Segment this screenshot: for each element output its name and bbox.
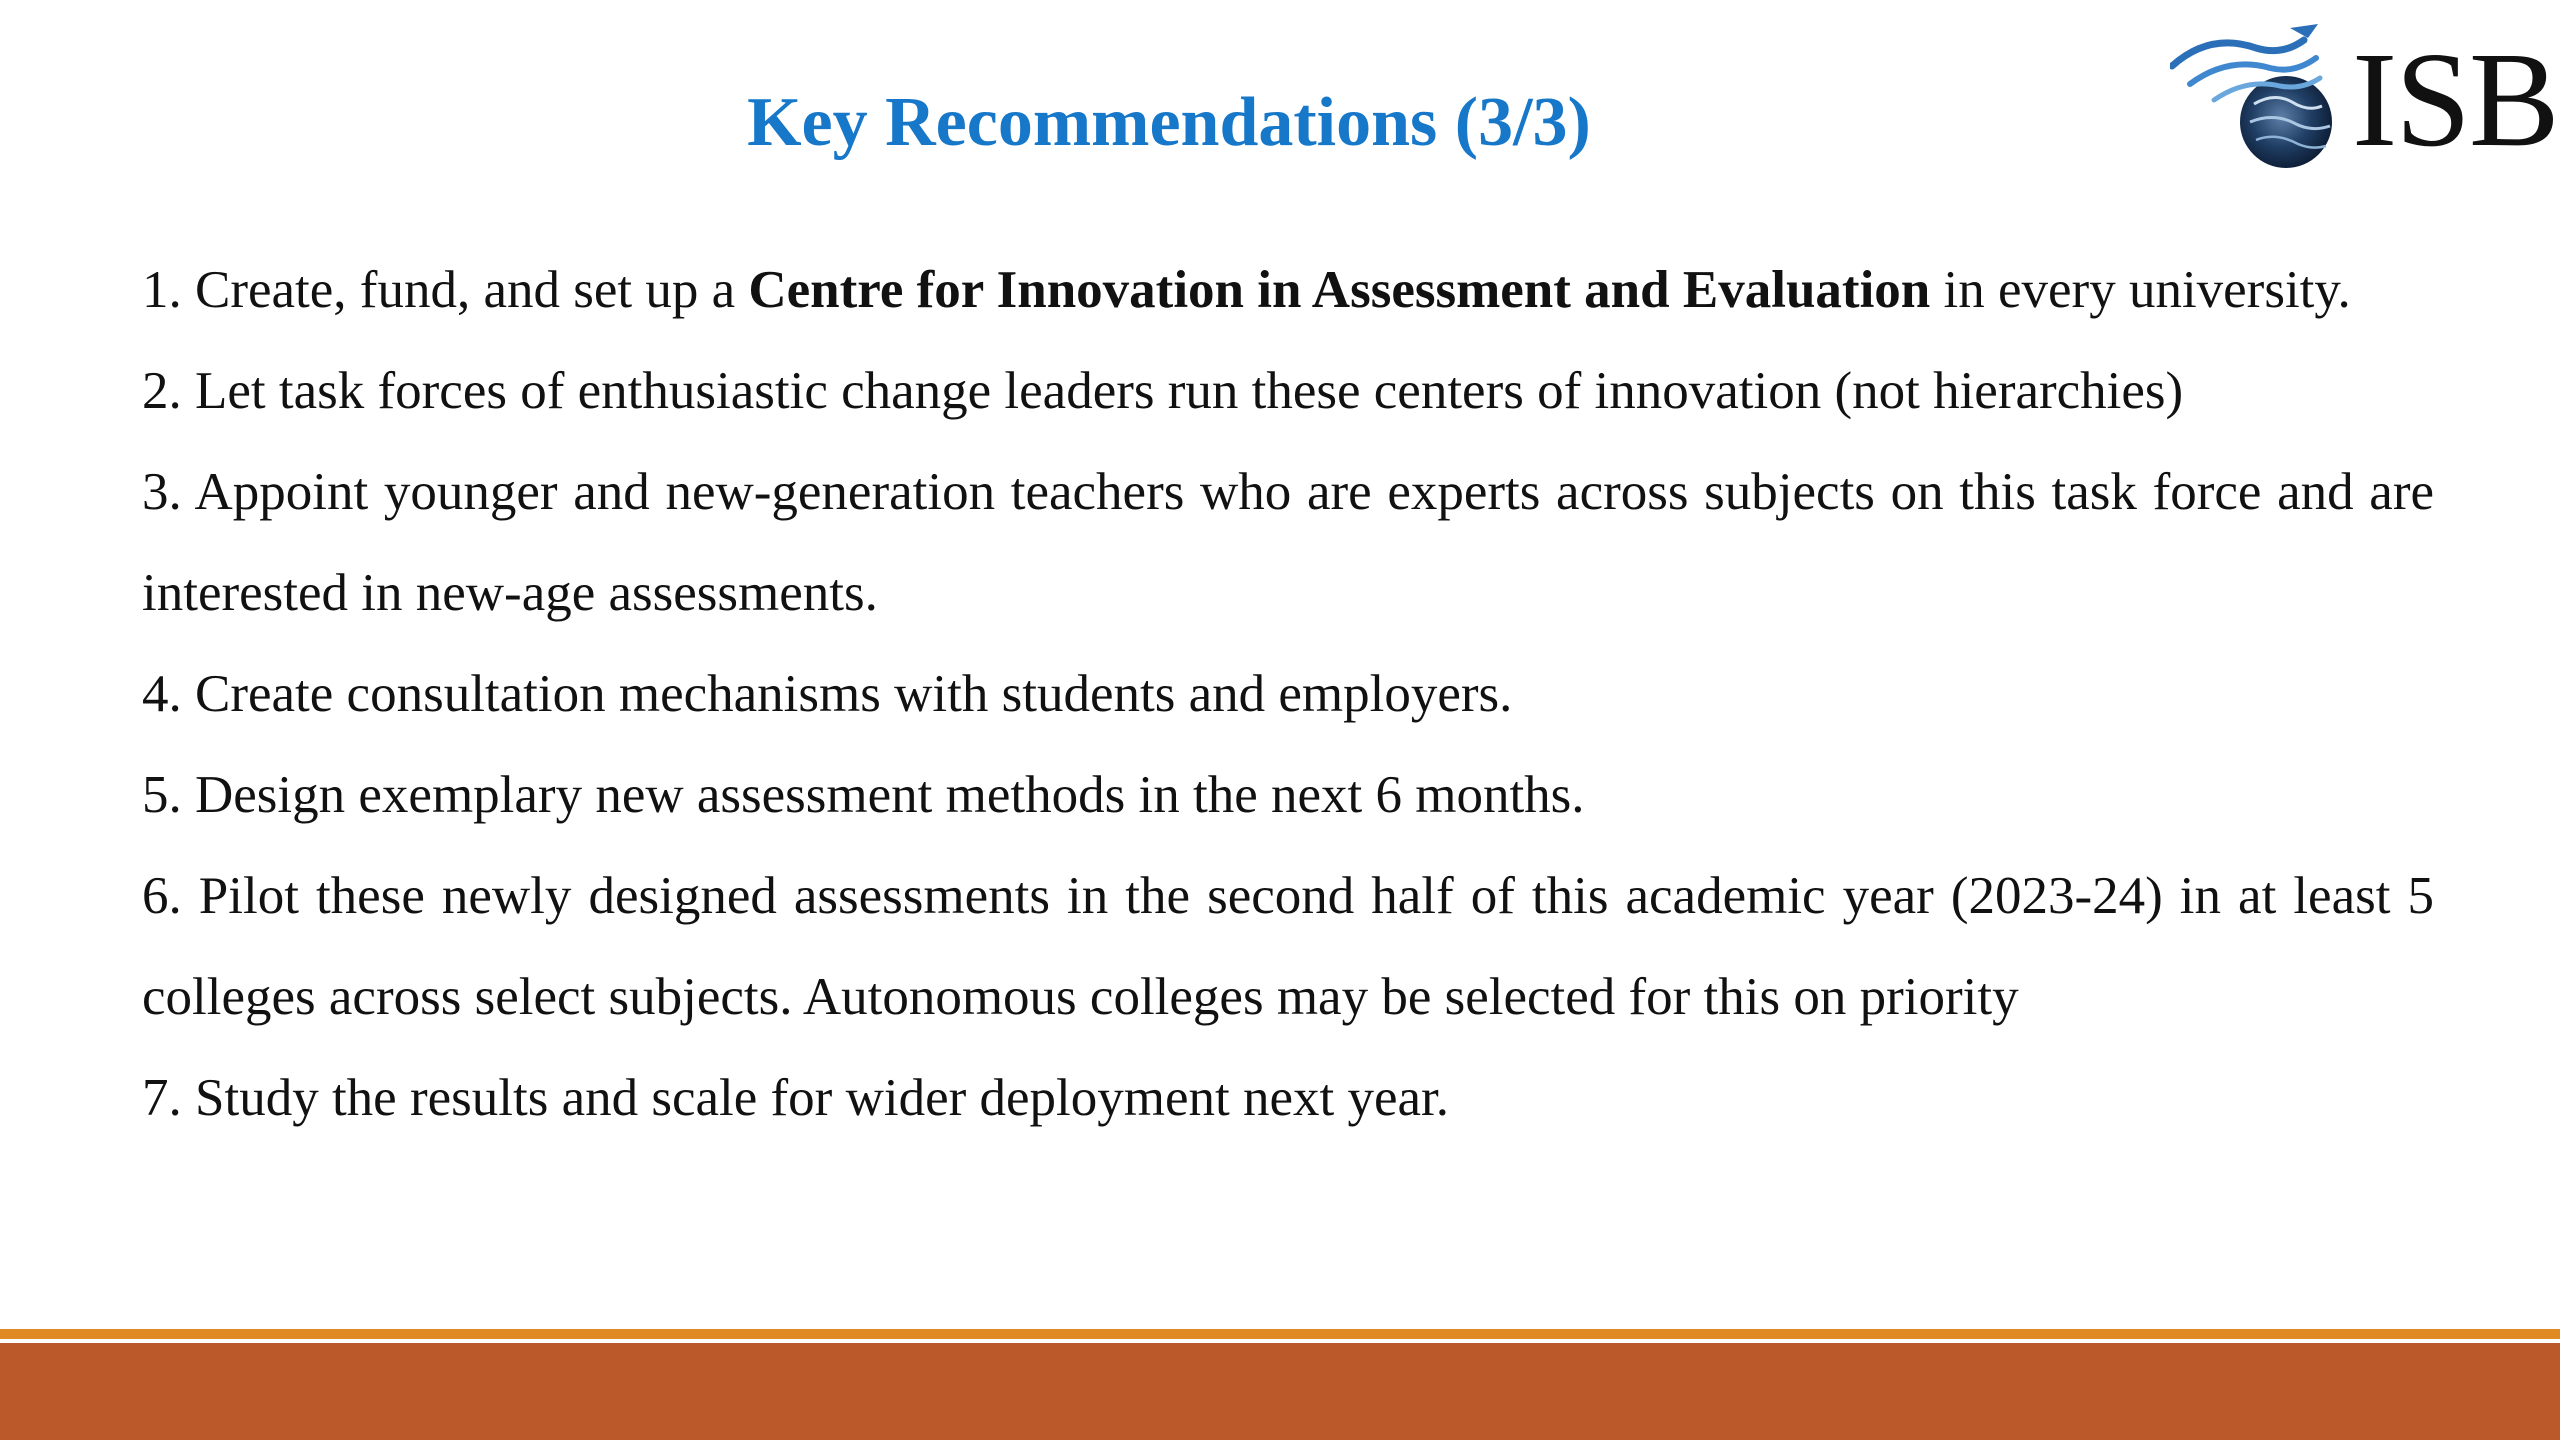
isb-logo [2170, 22, 2558, 175]
isb-logo-icon [2170, 22, 2348, 172]
recommendation-4: 4. Create consultation mechanisms with students and employers. [142, 665, 1513, 723]
recommendation-3: 3. Appoint younger and new-generation teachers who are experts across subjects on this task force and are interested in new-age assessments. [142, 463, 2434, 622]
recommendations-list [142, 240, 2434, 1149]
recommendation-6: 6. Pilot these newly designed assessments in the second half of this academic year (2023-24) in at least 5 colleges across select subjects. Autonomous colleges may be selected for this on priority [142, 867, 2434, 1026]
slide-title: Key Recommendations (3/3) [747, 84, 1591, 161]
recommendation-2: 2. Let task forces of enthusiastic change leaders run these centers of innovation (not hierarchies) [142, 362, 2184, 420]
recommendation-5: 5. Design exemplary new assessment methods in the next 6 months. [142, 766, 1585, 824]
recommendation-1-bold: Centre for Innovation in Assessment and Evaluation [748, 261, 1931, 319]
recommendation-1-pre: 1. Create, fund, and set up a [142, 261, 749, 319]
isb-logo-text: ISB [2352, 25, 2558, 175]
recommendation-1 [142, 240, 2434, 341]
footer-accent-line [0, 1329, 2560, 1339]
recommendation-1-post: in every university. [1930, 261, 2351, 319]
footer-band [0, 1343, 2560, 1440]
recommendation-7: 7. Study the results and scale for wider deployment next year. [142, 1069, 1449, 1127]
